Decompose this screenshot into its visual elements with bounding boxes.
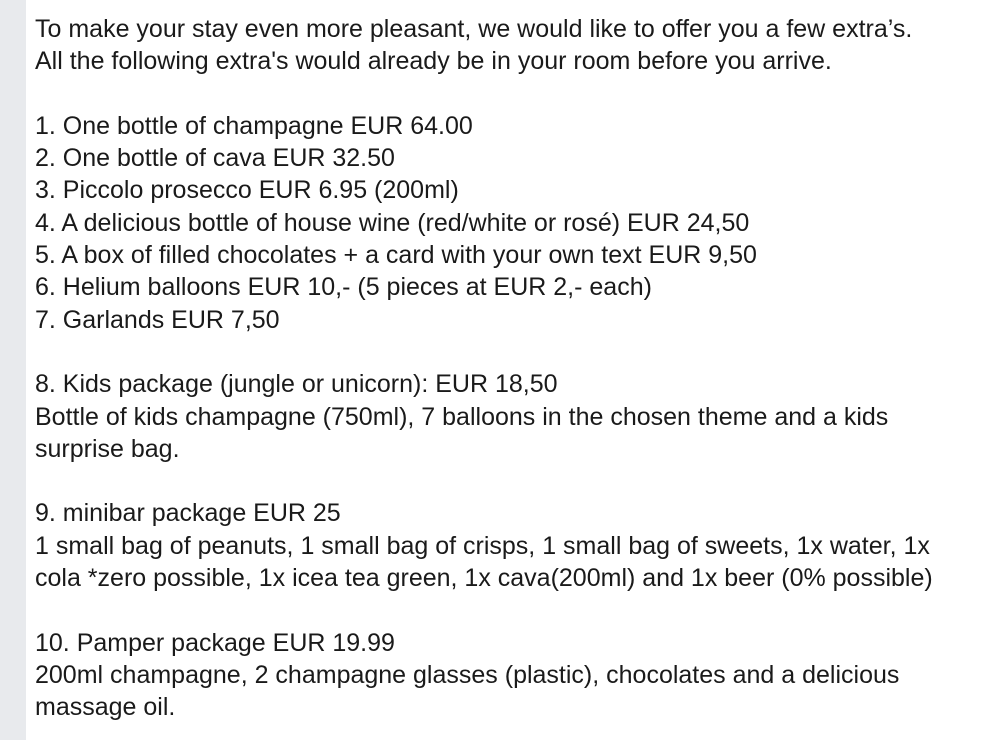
pamper-package-title: 10. Pamper package EUR 19.99 — [35, 628, 395, 657]
kids-package-title: 8. Kids package (jungle or unicorn): EUR 18,50 — [35, 370, 558, 399]
list-item: 5. A box of filled chocolates + a card with your own text EUR 9,50 — [35, 241, 757, 270]
list-item: 2. One bottle of cava EUR 32.50 — [35, 144, 395, 173]
minibar-package-title: 9. minibar package EUR 25 — [35, 499, 341, 528]
pamper-package-desc-2: massage oil. — [35, 693, 176, 722]
list-item: 6. Helium balloons EUR 10,- (5 pieces at EUR 2,- each) — [35, 273, 652, 302]
list-item: 1. One bottle of champagne EUR 64.00 — [35, 111, 473, 140]
intro-line-1: To make your stay even more pleasant, we would like to offer you a few extra’s. — [35, 15, 913, 43]
message-panel — [26, 0, 1000, 740]
blank-line — [35, 78, 997, 110]
list-item: 3. Piccolo prosecco EUR 6.95 (200ml) — [35, 176, 459, 205]
blank-line — [35, 465, 997, 497]
minibar-package-desc-1: 1 small bag of peanuts, 1 small bag of crisps, 1 small bag of sweets, 1x water, 1x — [35, 531, 930, 560]
pamper-package-desc-1: 200ml champagne, 2 champagne glasses (plastic), chocolates and a delicious — [35, 660, 900, 689]
kids-package-desc-2: surprise bag. — [35, 434, 180, 463]
minibar-package-desc-2: cola *zero possible, 1x icea tea green, 1x cava(200ml) and 1x beer (0% possible) — [35, 564, 933, 593]
blank-line — [35, 336, 997, 368]
list-item: 4. A delicious bottle of house wine (red/white or rosé) EUR 24,50 — [35, 208, 750, 237]
message-text — [35, 13, 997, 724]
list-item: 7. Garlands EUR 7,50 — [35, 305, 280, 334]
kids-package-desc-1: Bottle of kids champagne (750ml), 7 balloons in the chosen theme and a kids — [35, 402, 889, 431]
intro-line-2: All the following extra's would already be in your room before you arrive. — [35, 47, 832, 76]
left-margin-strip — [0, 0, 26, 740]
blank-line — [35, 594, 997, 626]
